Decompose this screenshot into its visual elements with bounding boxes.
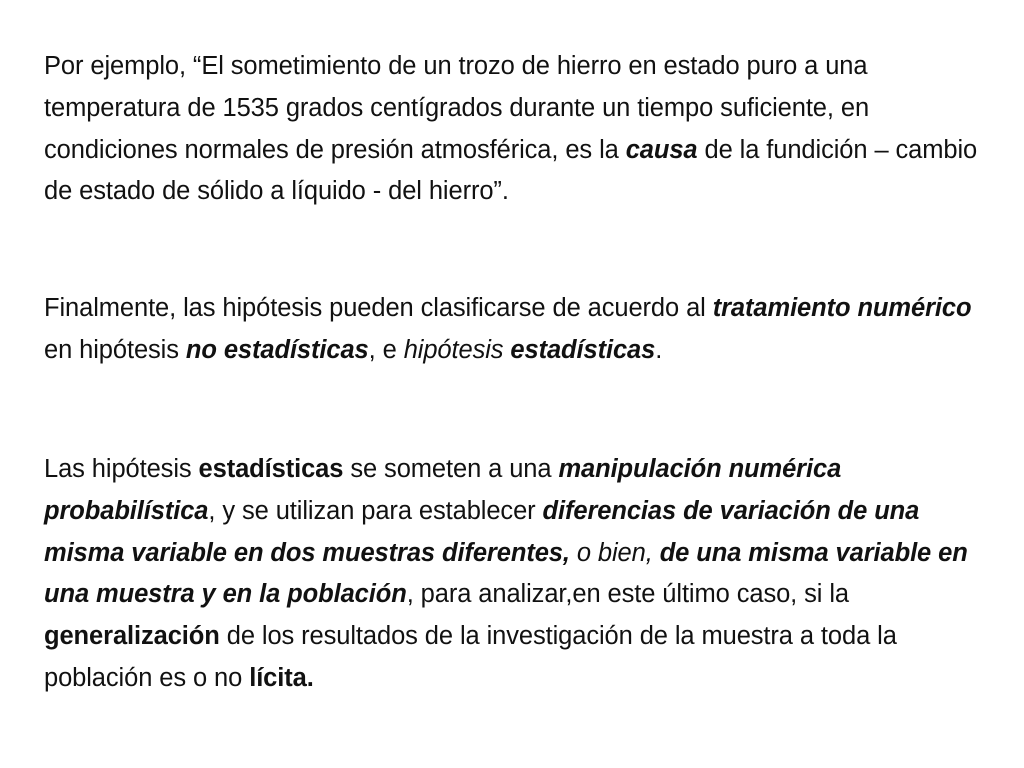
text-run: estadísticas <box>510 335 656 364</box>
text-run: de una misma variable en una muestra y en la población <box>44 538 968 609</box>
text-run: Las hipótesis <box>44 455 199 483</box>
text-run: causa <box>625 135 698 164</box>
paragraph-hypothesis-classification <box>44 288 980 372</box>
text-run: estadísticas <box>198 455 344 483</box>
text-run: se someten a una <box>343 455 559 483</box>
text-run: no estadísticas <box>185 335 369 364</box>
text-run: de la fundición – cambio de estado de sólido a líquido - del hierro”. <box>44 135 978 206</box>
text-run: en hipótesis <box>44 335 186 364</box>
text-run: , y se utilizan para establecer <box>208 496 543 525</box>
text-run: diferencias de variación de una misma variable en dos muestras diferentes, <box>44 496 920 567</box>
text-run: lícita. <box>249 663 314 692</box>
text-run: generalización <box>44 622 220 651</box>
text-run: de los resultados de la investigación de la muestra a toda la población es o no <box>44 622 897 692</box>
text-run: manipulación numérica probabilística <box>44 455 842 525</box>
text-run: , para analizar,en este último caso, si la <box>406 580 849 609</box>
paragraph-iron-example <box>44 46 980 213</box>
text-run: Por ejemplo, “El sometimiento de un trozo de hierro en estado puro a una temperatura de 1535 grados centígrados durante un tiempo suficiente, en condiciones normales de presión atmosférica, es la <box>44 52 870 164</box>
text-run: hipótesis <box>403 335 511 364</box>
text-run: , e <box>368 335 404 364</box>
text-run: tratamiento numérico <box>712 294 972 322</box>
paragraph-statistical-hypotheses <box>44 449 980 700</box>
text-run: Finalmente, las hipótesis pueden clasificarse de acuerdo al <box>44 294 713 322</box>
text-run: . <box>655 335 663 364</box>
text-run: o bien, <box>569 538 660 567</box>
